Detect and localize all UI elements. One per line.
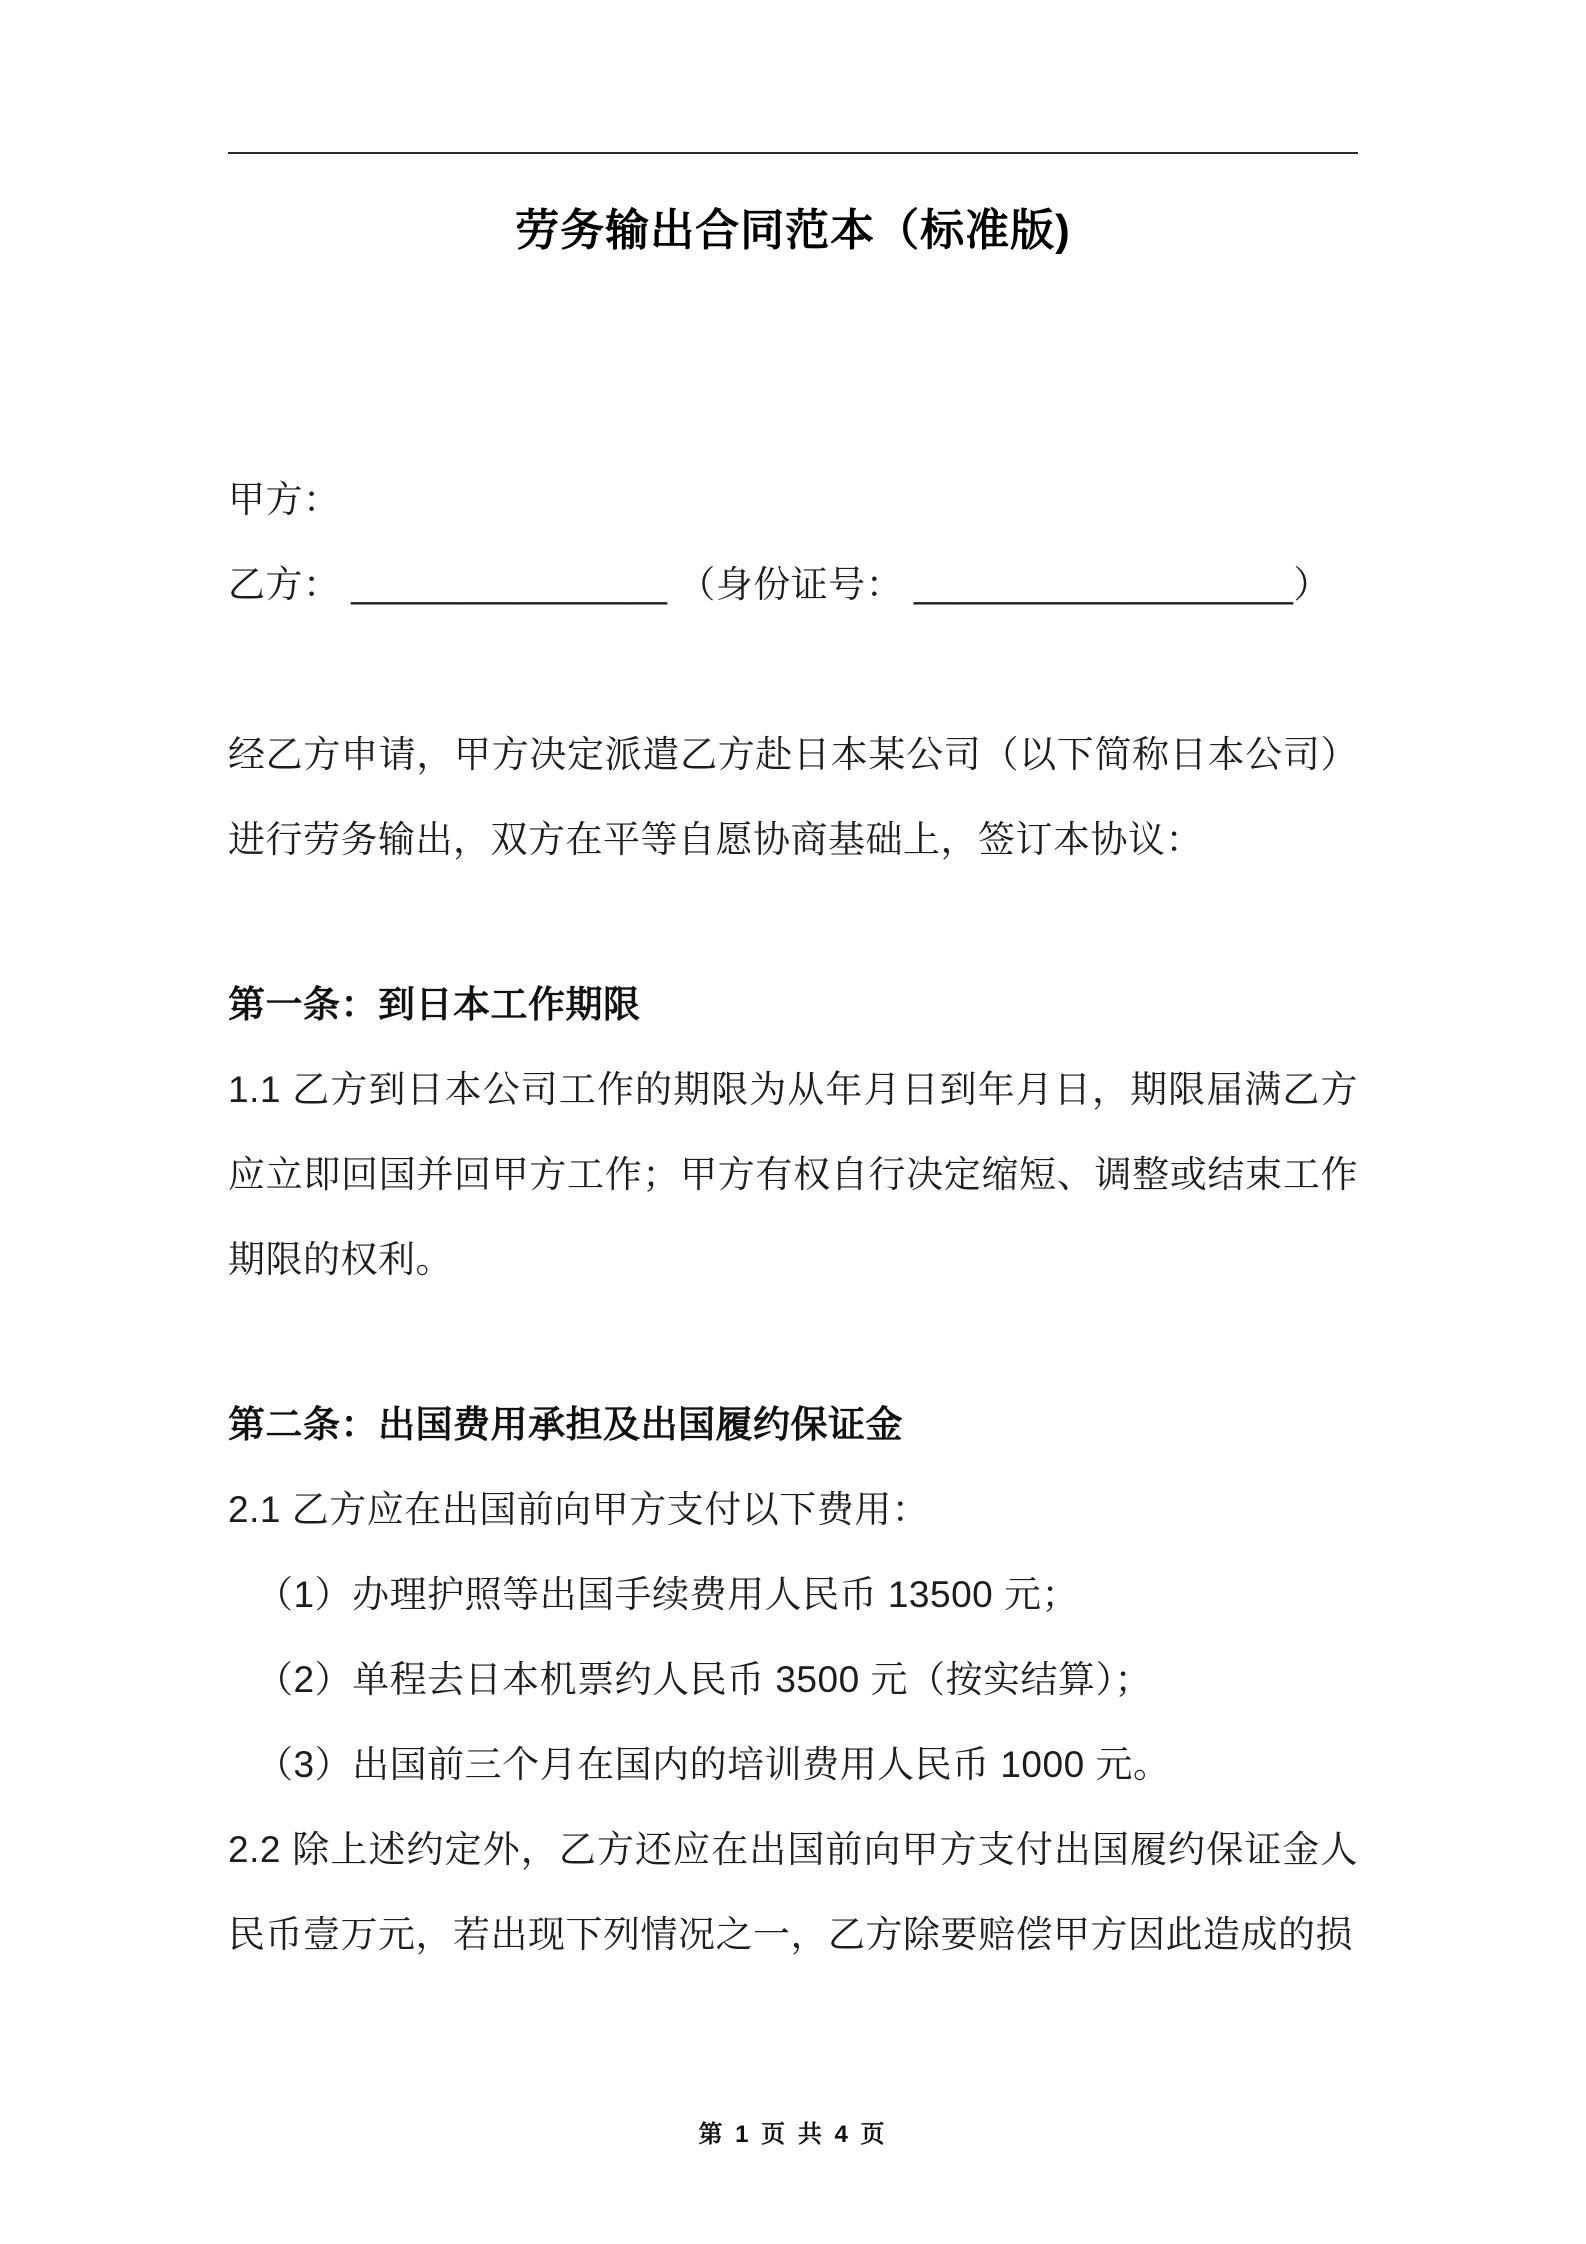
party-a-line: 甲方： xyxy=(228,479,341,520)
section2-item-3: （3）出国前三个月在国内的培训费用人民币 1000 元。 xyxy=(256,1744,1171,1785)
preamble-paragraph: 经乙方申请，甲方决定派遣乙方赴日本某公司（以下简称日本公司）进行劳务输出，双方在平等自愿协商基础上，签订本协议： xyxy=(228,734,1358,860)
top-divider xyxy=(228,152,1358,154)
section2-item-1: （1）办理护照等出国手续费用人民币 13500 元； xyxy=(256,1574,1080,1615)
party-b-line: 乙方： _______________ （身份证号： __________________） xyxy=(228,564,1331,605)
section1-body: 1.1 乙方到日本公司工作的期限为从年月日到年月日，期限届满乙方应立即回国并回甲方工作；甲方有权自行决定缩短、调整或结束工作期限的权利。 xyxy=(228,1069,1358,1280)
section2-heading: 第二条：出国费用承担及出国履约保证金 xyxy=(228,1404,903,1445)
page-footer: 第 1 页 共 4 页 xyxy=(698,2121,888,2148)
document-title: 劳务输出合同范本（标准版) xyxy=(515,206,1071,255)
section2-clause-2-2: 2.2 除上述约定外，乙方还应在出国前向甲方支付出国履约保证金人民币壹万元，若出现下列情况之一，乙方除要赔偿甲方因此造成的损 xyxy=(228,1829,1358,1955)
section2-clause-2-1: 2.1 乙方应在出国前向甲方支付以下费用： xyxy=(228,1489,930,1530)
section2-item-2: （2）单程去日本机票约人民币 3500 元（按实结算）； xyxy=(256,1659,1152,1700)
section1-heading: 第一条：到日本工作期限 xyxy=(228,984,641,1025)
